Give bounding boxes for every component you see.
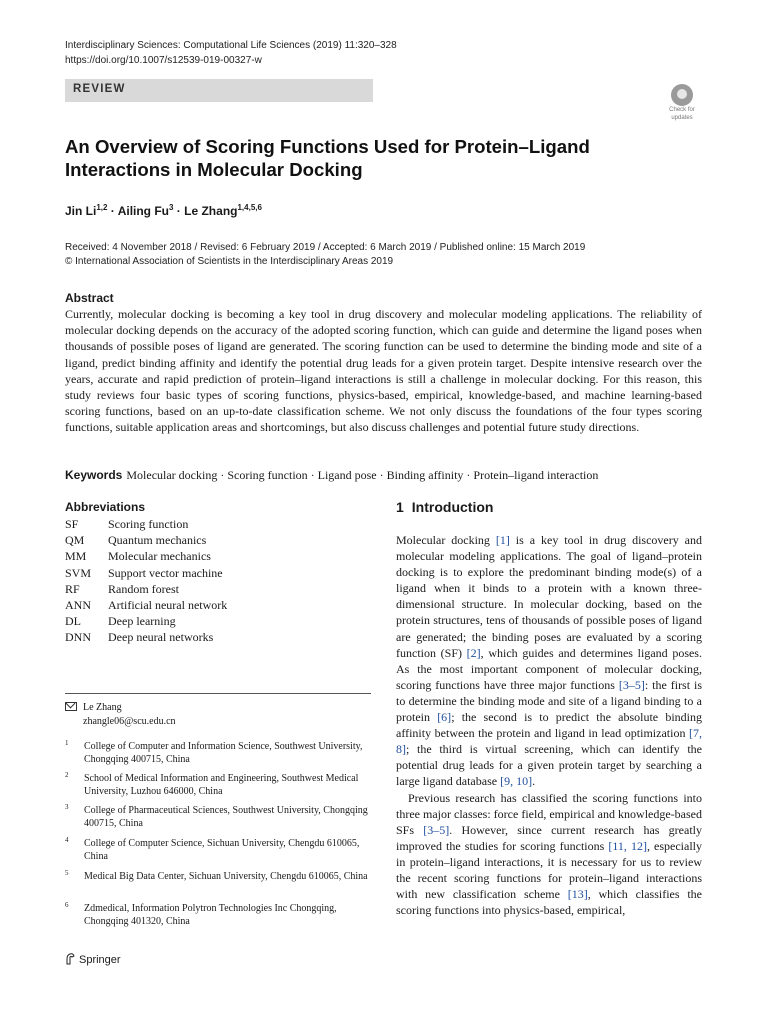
abbreviation: QM [65,533,85,548]
springer-horse-icon [65,953,75,965]
badge-line-1: Check for [669,107,695,113]
section-number: 1 [396,499,404,515]
abbreviation: SVM [65,565,92,580]
introduction-paragraph-1: Molecular docking [1] is a key tool in drug discovery and molecular modeling applications. The goal of ligand–protein docking is to explore the predominant binding mode(s) of a ligand when it binds to a protein with a known three-dimensional structure. In molecular docking, based on the protein structures, tens of thousands of possible poses of ligand are generated; the binding poses are evaluated by a scoring function (SF) [2], which guides and determines ligand poses. As the most important component of molecular docking, scoring functions have three major functions [3–5]: the first is to determine the binding mode and site of a ligand binding to a protein [6]; the second is to predict the absolute binding affinity between the protein and ligand in lead optimization [7, 8]; the third is virtual screening, which can identify the potential drug leads for a given protein target by searching a large ligand database [9, 10]. [396,533,703,789]
abbreviation-expansion: Deep learning [108,614,176,629]
citation-link[interactable]: [2] [466,645,481,660]
affiliation-text: Zdmedical, Information Polytron Technologies Inc Chongqing, Chongqing 401320, China [84,903,337,928]
abbreviations-list [65,516,355,646]
citation-link[interactable]: [7, 8] [396,726,702,757]
corresponding-author-name: Le Zhang [83,702,122,713]
article-type-label: REVIEW [73,83,126,95]
affiliation-text: Medical Big Data Center, Sichuan University, Chengdu 610065, China [84,871,368,882]
citation-link[interactable]: [11, 12] [608,838,647,853]
keywords-text: Molecular docking · Scoring function · Ligand pose · Binding affinity · Protein–ligand interaction [126,468,599,482]
envelope-icon [65,702,77,711]
publisher-name: Springer [79,954,121,966]
affiliation-text: College of Computer and Information Science, Southwest University, Chongqing 400715, China [84,741,363,766]
citation-link[interactable]: [6] [437,710,452,725]
abbreviation-row [65,581,355,597]
citation-link[interactable]: [1] [495,533,510,547]
abbreviation-expansion: Random forest [108,581,179,596]
author-name: Ailing Fu [117,204,170,218]
check-for-updates-badge[interactable] [662,84,702,124]
author-name: Le Zhang [184,204,238,218]
abbreviation-row [65,532,355,548]
corresponding-author-email[interactable]: zhangle06@scu.edu.cn [83,715,176,727]
affiliation-text: College of Pharmaceutical Sciences, Southwest University, Chongqing 400715, China [84,805,368,830]
article-title: An Overview of Scoring Functions Used for Protein–Ligand Interactions in Molecular Docking [65,136,590,180]
citation-link[interactable]: [13] [567,887,588,902]
badge-line-2: updates [671,115,693,121]
abbreviation: SF [65,517,79,531]
author-affiliation-marks: 3 [169,203,174,212]
citation-link[interactable]: [3–5] [618,677,645,692]
abbreviation: DL [65,614,81,629]
abbreviation-row [65,565,355,581]
abbreviation-row [65,613,355,629]
article-type-band [65,79,373,102]
footnote-divider [65,693,371,694]
author-separator: · [173,204,185,218]
abbreviation-expansion: Quantum mechanics [108,533,207,548]
citation-link[interactable]: [9, 10] [500,774,533,789]
author-list [65,203,262,218]
introduction-paragraph-2: Previous research has classified the scoring functions into three major classes: force field, empirical and knowledge-based SFs [3–5]. However, since current research has greatly improved the studies for scoring functions [11, 12], especially in protein–ligand interactions, it is necessary for us to review the recent scoring functions for protein–ligand interactions with new classification scheme [13], which classifies the scoring functions into physics-based, empirical, [396,790,702,918]
abbreviation: ANN [65,597,91,612]
abbreviation-expansion: Molecular mechanics [108,549,211,564]
affiliation-number: 5 [65,869,69,877]
abstract-text: Currently, molecular docking is becoming a key tool in drug discovery and molecular modeling applications. The reliability of molecular docking depends on the accuracy of the adopted scoring function, which can guide and determine the ligand poses when thousands of possible poses of ligand are generated. The scoring function can be used to determine the binding mode and site of a ligand, predict binding affinity and identify the potential drug leads for a given protein target. Despite intensive research over the years, accurate and rapid prediction of protein–ligand interactions is still a challenge in molecular docking. For this reason, this study reviews four basic types of scoring functions, physics-based, empirical, knowledge-based, and machine learning-based scoring functions, based on an up-to-date classification scheme. We not only discuss the foundations of the four types scoring functions, suitable application areas and shortcomings, but also discuss challenges and potential future study directions. [65,307,702,435]
citation-link[interactable]: [3–5] [423,822,450,837]
abbreviation-row [65,629,355,645]
abbreviation: RF [65,581,80,596]
keywords-line [65,468,598,483]
affiliation-number: 2 [65,771,69,779]
section-title: Introduction [411,499,494,515]
doi-link[interactable]: https://doi.org/10.1007/s12539-019-00327-w [65,55,262,66]
abbreviation: DNN [65,630,91,645]
affiliation-text: School of Medical Information and Engineering, Southwest Medical University, Luzhou 646000, China [84,773,359,798]
affiliation-text: College of Computer Science, Sichuan University, Chengdu 610065, China [84,838,360,863]
abbreviation-expansion: Scoring function [108,517,189,531]
copyright-notice: © International Association of Scientists in the Interdisciplinary Areas 2019 [65,256,394,267]
abbreviation-row [65,597,355,613]
keywords-label: Keywords [65,468,123,482]
check-updates-icon [671,84,693,106]
journal-citation: Interdisciplinary Sciences: Computational Life Sciences (2019) 11:320–328 [65,40,397,51]
author-name: Jin Li [65,204,97,218]
introduction-body [396,532,702,918]
affiliation-number: 6 [65,901,69,909]
abbreviation-row [65,516,355,532]
affiliation-number: 4 [65,836,69,844]
abbreviation-row [65,548,355,564]
abbreviation-expansion: Artificial neural network [108,597,228,612]
author-separator: · [107,204,118,218]
author-affiliation-marks: 1,4,5,6 [237,203,262,212]
affiliation-number: 1 [65,739,69,747]
section-heading-introduction [396,499,493,515]
abbreviation-expansion: Support vector machine [108,565,223,580]
author-affiliation-marks: 1,2 [96,203,108,212]
abbreviations-heading: Abbreviations [65,500,146,514]
abbreviation-expansion: Deep neural networks [108,630,214,645]
publisher-logo [65,953,121,966]
publication-dates: Received: 4 November 2018 / Revised: 6 February 2019 / Accepted: 6 March 2019 / Published online: 15 March 2019 [65,242,586,253]
affiliation-number: 3 [65,803,69,811]
abbreviation: MM [65,549,87,564]
abstract-heading: Abstract [65,291,114,305]
